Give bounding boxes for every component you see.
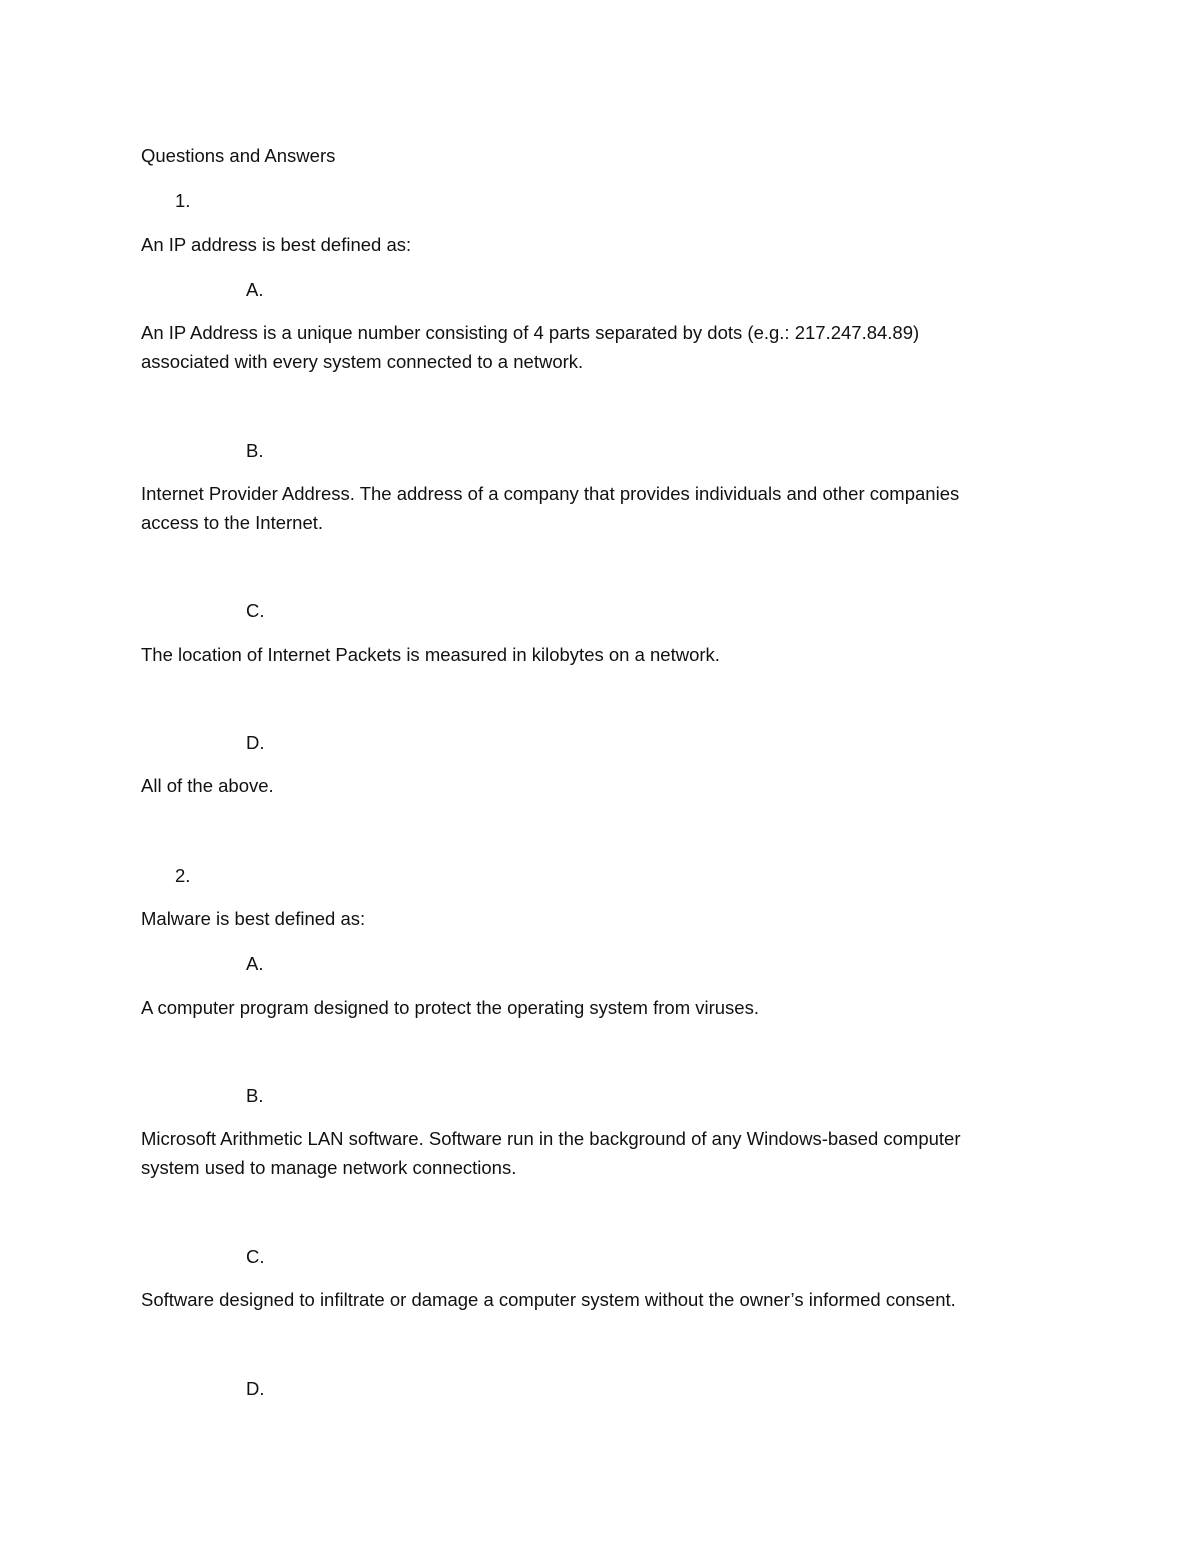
question-prompt: An IP address is best defined as: (141, 234, 412, 255)
option-text: The location of Internet Packets is measured in kilobytes on a network. (141, 644, 720, 665)
option-text: associated with every system connected to a network. (141, 351, 584, 372)
option-letter: D. (246, 1378, 265, 1399)
option-text: An IP Address is a unique number consisting of 4 parts separated by dots (e.g.: 217.247.84.89) (141, 322, 920, 343)
option-letter: C. (246, 600, 265, 621)
option-letter: B. (246, 440, 264, 461)
option-text: access to the Internet. (141, 512, 324, 533)
option-text: Software designed to infiltrate or damage a computer system without the owner’s informed consent. (141, 1289, 956, 1310)
option-letter: B. (246, 1085, 264, 1106)
option-letter: C. (246, 1246, 265, 1267)
option-text: All of the above. (141, 775, 274, 796)
option-letter: D. (246, 732, 265, 753)
document-heading: Questions and Answers (141, 145, 336, 166)
option-letter: A. (246, 953, 264, 974)
option-text: A computer program designed to protect the operating system from viruses. (141, 997, 759, 1018)
question-number: 2. (175, 865, 191, 886)
option-letter: A. (246, 279, 264, 300)
option-text: Microsoft Arithmetic LAN software. Software run in the background of any Windows-based computer (141, 1128, 961, 1149)
question-prompt: Malware is best defined as: (141, 908, 366, 929)
question-number: 1. (175, 190, 191, 211)
option-text: system used to manage network connections. (141, 1157, 517, 1178)
option-text: Internet Provider Address. The address of a company that provides individuals and other companies (141, 483, 960, 504)
